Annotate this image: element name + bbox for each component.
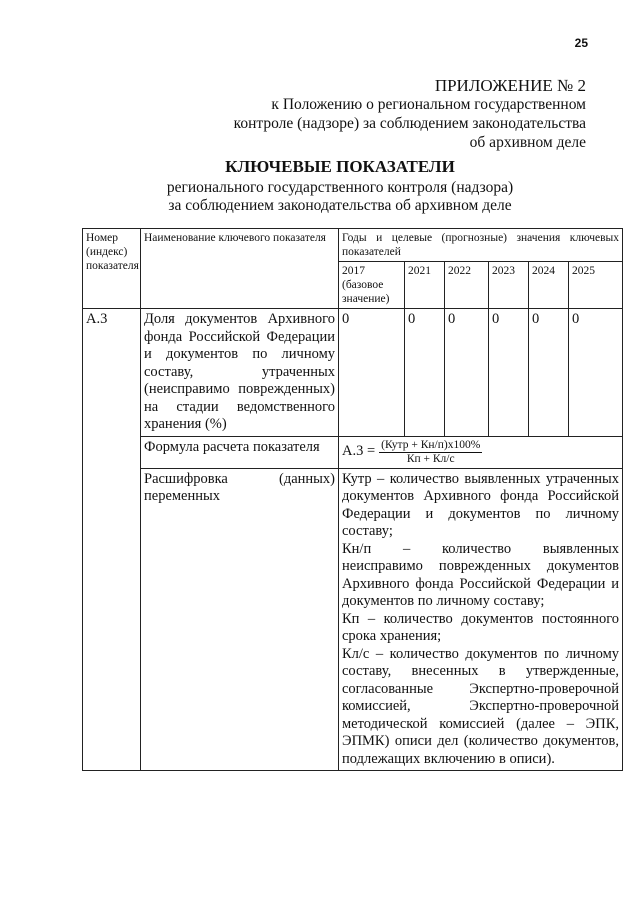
definition-item: Кутр – количество выявленных утраченных документов Архивного фонда Российской Федерации и документов по личному составу; [342, 470, 620, 539]
definition-item: Кп – количество документов постоянного срока хранения; [342, 610, 620, 644]
variables-cell [339, 468, 623, 771]
row-name: Доля документов Архивного фонда Российской Федерации и документов по личному составу, утраченных (неисправимо поврежденных) на стадии ведомственного хранения (%) [141, 309, 339, 437]
year-cell: 2022 [445, 262, 489, 309]
formula-cell [339, 436, 623, 468]
value-cell: 0 [405, 309, 445, 437]
table-row [83, 309, 623, 437]
year-cell: 2024 [529, 262, 569, 309]
formula-label: Формула расчета показателя [141, 436, 339, 468]
value-cell: 0 [339, 309, 405, 437]
year-cell: 2017 (базовое значение) [339, 262, 405, 309]
value-cell: 0 [529, 309, 569, 437]
row-index: А.3 [83, 309, 141, 771]
value-cell: 0 [569, 309, 623, 437]
page-number: 25 [574, 36, 588, 50]
value-cell: 0 [445, 309, 489, 437]
heading-sub-1: регионального государственного контроля (надзора) [166, 179, 514, 196]
appendix-line-1: к Положению о региональном государственном [271, 96, 586, 113]
year-cell: 2021 [405, 262, 445, 309]
indicators-table [82, 228, 623, 771]
formula-fraction [379, 439, 482, 466]
appendix-title: ПРИЛОЖЕНИЕ № 2 [434, 76, 586, 95]
variables-row [83, 468, 623, 771]
heading-main: КЛЮЧЕВЫЕ ПОКАЗАТЕЛИ [225, 157, 455, 176]
heading [80, 158, 600, 215]
header-number: Номер (индекс) показателя [83, 229, 141, 309]
appendix-block [234, 76, 586, 152]
heading-sub-2: за соблюдением законодательства об архивном деле [168, 197, 512, 214]
formula-prefix: А.3 = [342, 443, 376, 460]
formula-denominator: Кп + Кл/с [406, 452, 455, 465]
variables-label: Расшифровка (данных) переменных [141, 468, 339, 771]
formula [342, 439, 482, 466]
appendix-line-2: контроле (надзоре) за соблюдением законодательства [233, 115, 586, 132]
formula-row [83, 436, 623, 468]
header-name: Наименование ключевого показателя [141, 229, 339, 309]
appendix-line-3: об архивном деле [469, 134, 586, 151]
year-cell: 2025 [569, 262, 623, 309]
year-cell: 2023 [489, 262, 529, 309]
header-values: Годы и целевые (прогнозные) значения ключевых показателей [339, 229, 623, 262]
formula-numerator: (Кутр + Кн/п)х100% [381, 438, 481, 451]
definition-item: Кн/п – количество выявленных неисправимо поврежденных документов Архивного фонда Российской Федерации и документов по личному составу; [342, 540, 620, 609]
value-cell: 0 [489, 309, 529, 437]
definition-item: Кл/с – количество документов по личному составу, внесенных в утвержденные, согласованные Экспертно-проверочной комиссией, Экспертно-проверочной методической комиссией (далее – ЭПК, ЭПМК) описи дел (количество документов, подлежащих включению в описи). [342, 645, 620, 767]
